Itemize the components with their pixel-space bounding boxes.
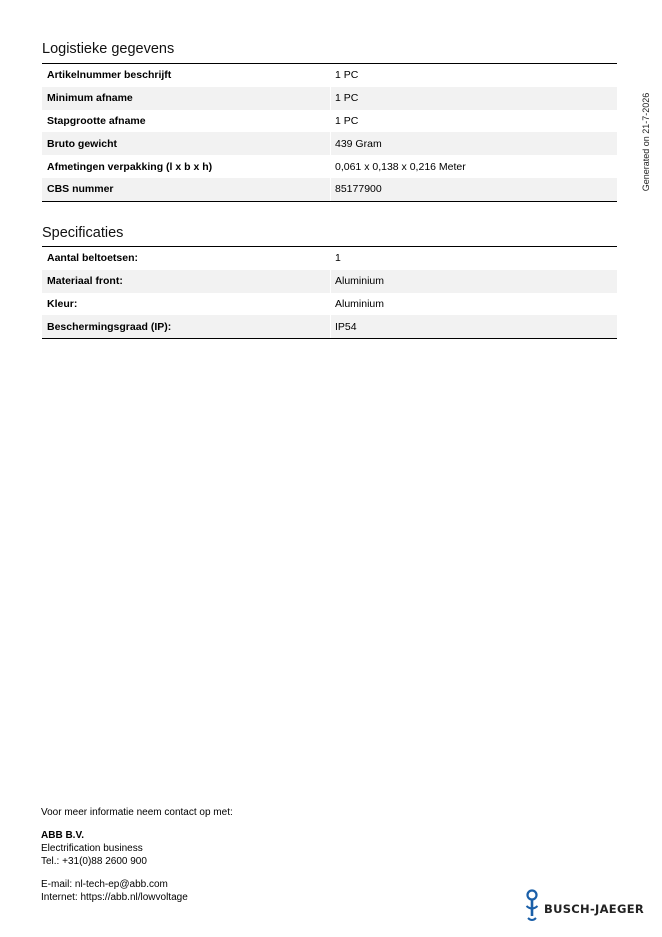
table-row — [42, 64, 617, 87]
row-label: Stapgrootte afname — [47, 114, 146, 127]
row-label: Bruto gewicht — [47, 137, 117, 150]
section-title-specifications: Specificaties — [42, 225, 124, 241]
row-value: 1 PC — [330, 64, 617, 87]
table-row — [42, 293, 617, 316]
table-row — [42, 110, 617, 133]
table-row — [42, 270, 617, 293]
footer-intro: Voor meer informatie neem contact op met: — [41, 807, 233, 818]
row-label: Beschermingsgraad (IP): — [47, 320, 172, 333]
logistics-table — [42, 63, 617, 202]
footer-phone: Tel.: +31(0)88 2600 900 — [41, 856, 147, 867]
table-row — [42, 315, 617, 338]
row-value: 439 Gram — [330, 132, 617, 155]
row-value: 0,061 x 0,138 x 0,216 Meter — [330, 155, 617, 178]
row-value: Aluminium — [330, 293, 617, 316]
row-label: Materiaal front: — [47, 275, 123, 288]
row-value: 1 — [330, 247, 617, 270]
row-label: Kleur: — [47, 297, 78, 310]
row-value: Aluminium — [330, 270, 617, 293]
row-label: Artikelnummer beschrijft — [47, 69, 172, 82]
row-label: Afmetingen verpakking (l x b x h) — [47, 160, 213, 173]
busch-jaeger-logo — [524, 889, 644, 928]
table-row — [42, 155, 617, 178]
footer-internet: Internet: https://abb.nl/lowvoltage — [41, 892, 188, 903]
busch-jaeger-logo-icon — [524, 889, 540, 928]
footer-company: ABB B.V. — [41, 830, 84, 841]
footer-email: E-mail: nl-tech-ep@abb.com — [41, 879, 168, 890]
row-value: 1 PC — [330, 87, 617, 110]
busch-jaeger-logo-text: BUSCH-JAEGER — [544, 901, 645, 916]
table-row — [42, 247, 617, 270]
table-row — [42, 87, 617, 110]
section-title-logistics: Logistieke gegevens — [42, 41, 175, 57]
table-row — [42, 178, 617, 201]
row-label: CBS nummer — [47, 183, 114, 196]
row-value: 85177900 — [330, 178, 617, 201]
row-value: IP54 — [330, 315, 617, 338]
footer-division: Electrification business — [41, 843, 143, 854]
row-label: Aantal beltoetsen: — [47, 252, 139, 265]
generated-date-note: Generated on 21-7-2026 — [641, 92, 651, 192]
row-label: Minimum afname — [47, 92, 133, 105]
row-value: 1 PC — [330, 110, 617, 133]
specifications-table — [42, 246, 617, 339]
table-row — [42, 132, 617, 155]
